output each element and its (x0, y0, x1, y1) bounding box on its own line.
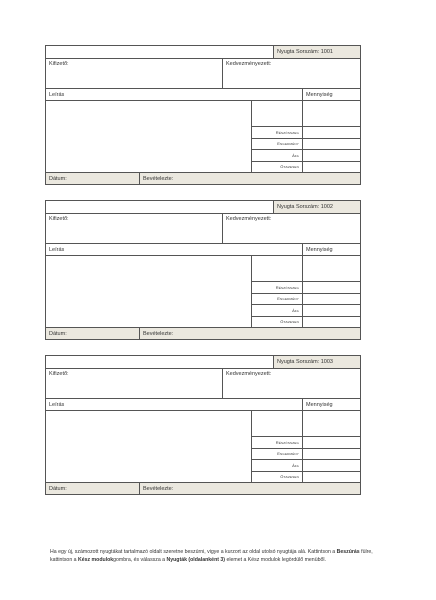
subtotal-label: Részösszeg (252, 282, 302, 294)
description-header: Leírás (46, 244, 303, 255)
subtotal-label: Részösszeg (252, 127, 302, 139)
recorded-by-field[interactable]: Bevételezte: (143, 175, 174, 182)
footer-row (46, 173, 360, 184)
quick-parts-ref: Kész modulok (77, 557, 114, 563)
recorded-by-field[interactable]: Bevételezte: (143, 330, 174, 337)
footer-row (46, 328, 360, 339)
items-header-row (46, 399, 360, 411)
insert-tab-ref: Beszúrás (336, 549, 360, 555)
receipt-1 (45, 45, 361, 185)
quantity-field[interactable] (303, 101, 360, 127)
receipt-number: Nyugta Sorszám: 1001 (274, 46, 360, 58)
totals-labels (252, 256, 303, 327)
receipts-block-ref: Nyugták (oldalanként 3) (166, 557, 226, 563)
total-field[interactable] (303, 162, 360, 173)
date-field[interactable]: Dátum: (46, 483, 140, 494)
discount-label: Engedmény (252, 294, 302, 306)
receipt-2 (45, 200, 361, 340)
quantity-header: Mennyiség (306, 91, 333, 98)
items-header-row (46, 89, 360, 101)
vat-field[interactable] (303, 150, 360, 162)
items-body-row (46, 256, 360, 328)
total-label: Összesen (280, 164, 299, 170)
vat-label: Áfa (252, 460, 302, 472)
discount-label: Engedmény (252, 449, 302, 461)
description-header: Leírás (46, 399, 303, 410)
payer-field[interactable]: Kifizető: (46, 59, 223, 88)
receipt-header-row (46, 46, 360, 59)
discount-field[interactable] (303, 139, 360, 151)
receipt-header-row (46, 356, 360, 369)
vat-field[interactable] (303, 305, 360, 317)
totals-labels (252, 411, 303, 482)
description-field[interactable] (46, 256, 252, 327)
totals-values (303, 101, 360, 172)
total-label: Összesen (280, 319, 299, 325)
beneficiary-field[interactable]: Kedvezményezett: (226, 216, 272, 222)
total-field[interactable] (303, 472, 360, 483)
instructions-note: Ha egy új, számozott nyugtákat tartalmazó oldalt szeretne beszúrni, vigye a kurzort az oldal utolsó nyugtája alá. Kattintson a Beszúrás fülre, kattintson a Kész modulokgombra, és válassza a Nyugták (oldalanként 3) elemet a Kész modulok legördülő menüből. (50, 549, 373, 563)
totals-values (303, 256, 360, 327)
items-body-row (46, 101, 360, 173)
description-header: Leírás (46, 89, 303, 100)
discount-label: Engedmény (252, 139, 302, 151)
payer-field[interactable]: Kifizető: (46, 214, 223, 243)
subtotal-field[interactable] (303, 282, 360, 294)
items-body-row (46, 411, 360, 483)
recorded-by-field[interactable]: Bevételezte: (143, 485, 174, 492)
quantity-field[interactable] (303, 256, 360, 282)
parties-row (46, 369, 360, 399)
quantity-field[interactable] (303, 411, 360, 437)
blank-cell (46, 46, 274, 58)
subtotal-label: Részösszeg (252, 437, 302, 449)
receipt-number: Nyugta Sorszám: 1003 (274, 356, 360, 368)
total-label: Összesen (280, 474, 299, 480)
beneficiary-field[interactable]: Kedvezményezett: (226, 61, 272, 67)
receipt-3 (45, 355, 361, 495)
totals-labels (252, 101, 303, 172)
vat-label: Áfa (252, 150, 302, 162)
footer-row (46, 483, 360, 494)
parties-row (46, 214, 360, 244)
subtotal-field[interactable] (303, 127, 360, 139)
total-field[interactable] (303, 317, 360, 328)
parties-row (46, 59, 360, 89)
subtotal-field[interactable] (303, 437, 360, 449)
items-header-row (46, 244, 360, 256)
receipt-header-row (46, 201, 360, 214)
quantity-header: Mennyiség (306, 246, 333, 253)
description-field[interactable] (46, 411, 252, 482)
vat-field[interactable] (303, 460, 360, 472)
discount-field[interactable] (303, 294, 360, 306)
beneficiary-field[interactable]: Kedvezményezett: (226, 371, 272, 377)
receipt-number: Nyugta Sorszám: 1002 (274, 201, 360, 213)
date-field[interactable]: Dátum: (46, 328, 140, 339)
date-field[interactable]: Dátum: (46, 173, 140, 184)
blank-cell (46, 356, 274, 368)
blank-cell (46, 201, 274, 213)
totals-values (303, 411, 360, 482)
payer-field[interactable]: Kifizető: (46, 369, 223, 398)
vat-label: Áfa (252, 305, 302, 317)
quantity-header: Mennyiség (306, 401, 333, 408)
description-field[interactable] (46, 101, 252, 172)
discount-field[interactable] (303, 449, 360, 461)
